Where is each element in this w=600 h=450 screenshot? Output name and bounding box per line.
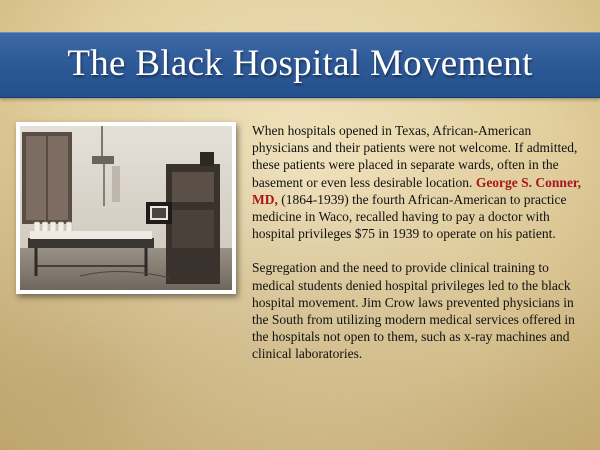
body-text	[252, 122, 582, 380]
title-bar	[0, 32, 600, 98]
slide-title: The Black Hospital Movement	[67, 43, 533, 84]
paragraph-1	[252, 122, 582, 242]
highlighted-name: George S. Conner, MD,	[252, 174, 582, 207]
photo-frame	[16, 122, 236, 294]
historic-xray-room-photo-icon	[20, 126, 232, 290]
paragraph-2: Segregation and the need to provide clinical training to medical students denied hospital privileges led to the black hospital movement. Jim Crow laws prevented physicians in the South from utilizing modern medical services offered in the hospitals not open to them, such as x-ray machines and clinical laboratories.	[252, 260, 575, 362]
paragraph-1-rest: (1864-1939) the fourth African-American to practice medicine in Waco, recalled having to pay a doctor with hospital privileges $75 in 1939 to operate on his patient.	[252, 191, 567, 242]
paragraph-1-intro: When hospitals opened in Texas, African-American physicians and their patients were not welcome. If admitted, these patients were placed in separate wards, often in the basement or even less desirable location.	[252, 123, 578, 190]
